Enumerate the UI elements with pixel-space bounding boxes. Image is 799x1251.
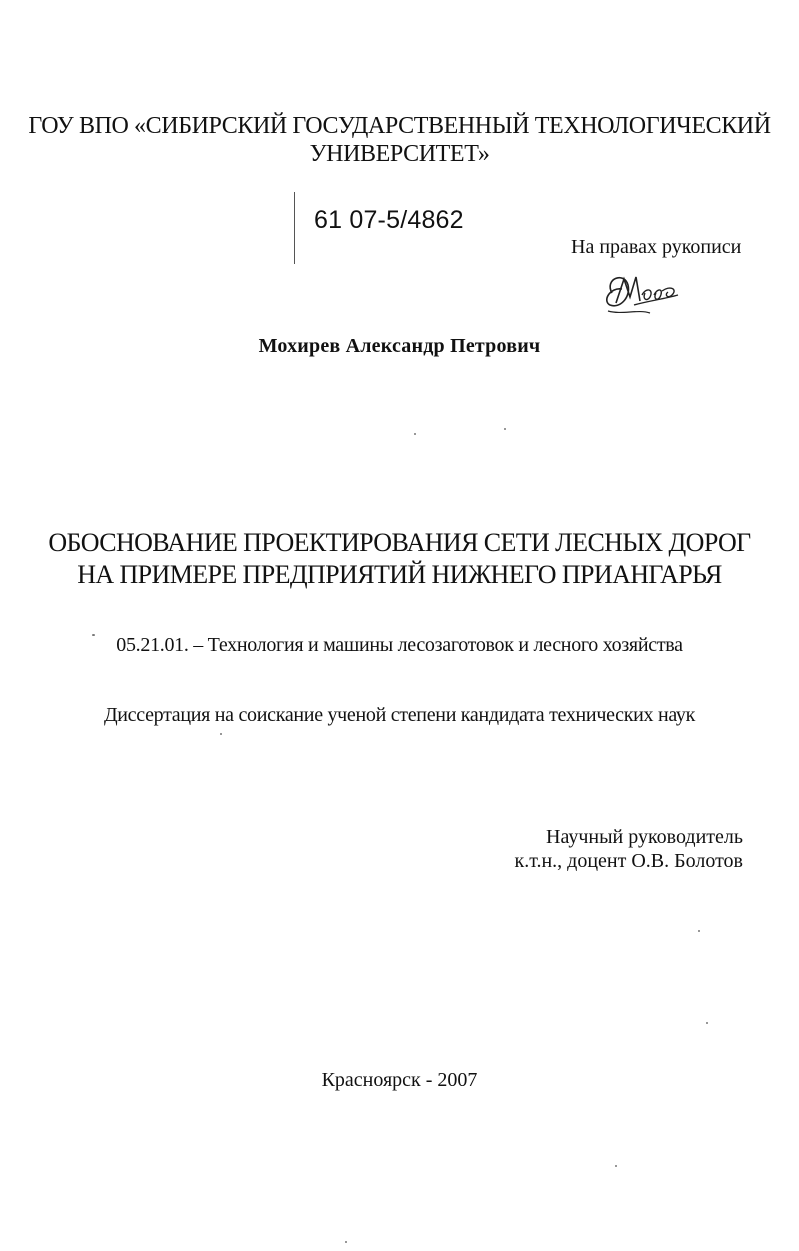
- scan-speck: [698, 930, 700, 932]
- scan-speck: [414, 433, 416, 435]
- degree-note: Диссертация на соискание ученой степени кандидата технических наук: [103, 704, 696, 726]
- scan-speck: [615, 1165, 617, 1167]
- stamp-margin-line: [294, 192, 295, 264]
- scan-speck: [92, 634, 95, 636]
- supervisor-label: Научный руководитель: [546, 826, 743, 848]
- scan-speck: [220, 733, 222, 735]
- scan-speck: [504, 428, 506, 430]
- scan-speck: [706, 1022, 708, 1024]
- city-year: Красноярск - 2007: [321, 1069, 478, 1091]
- author-name: Мохирев Александр Петрович: [258, 335, 541, 357]
- supervisor-name: к.т.н., доцент О.В. Болотов: [514, 850, 743, 872]
- organization-line-1: ГОУ ВПО «СИБИРСКИЙ ГОСУДАРСТВЕННЫЙ ТЕХНОЛОГИЧЕСКИЙ: [28, 113, 771, 139]
- author-signature: [598, 265, 682, 321]
- organization-line-2: УНИВЕРСИТЕТ»: [309, 141, 490, 167]
- supervisor-block: [515, 825, 744, 873]
- scan-speck: [345, 1241, 347, 1243]
- thesis-title-line-2: НА ПРИМЕРЕ ПРЕДПРИЯТИЙ НИЖНЕГО ПРИАНГАРЬЯ: [77, 560, 722, 589]
- thesis-title-line-1: ОБОСНОВАНИЕ ПРОЕКТИРОВАНИЯ СЕТИ ЛЕСНЫХ ДОРОГ: [48, 528, 751, 557]
- specialty-code: 05.21.01. – Технология и машины лесозаготовок и лесного хозяйства: [116, 634, 683, 656]
- rights-note: На правах рукописи: [571, 236, 742, 258]
- library-stamp-number: 61 07-5/4862: [314, 206, 464, 234]
